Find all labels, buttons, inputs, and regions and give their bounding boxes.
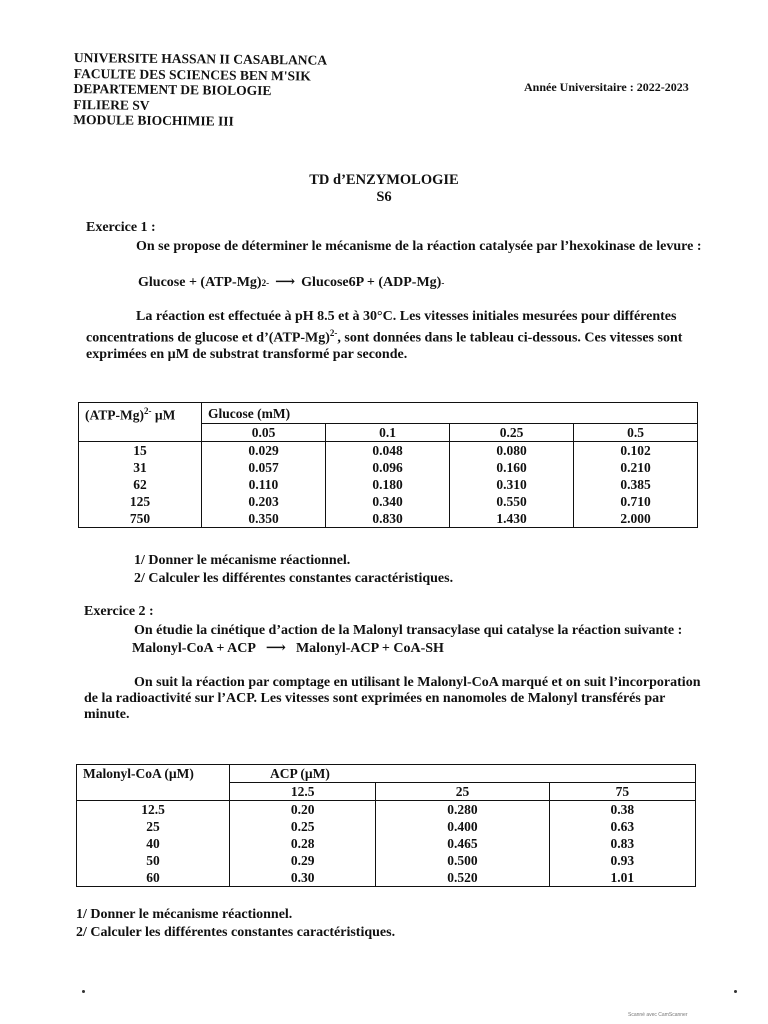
exercise-1-question-1: 1/ Donner le mécanisme réactionnel. bbox=[134, 553, 351, 568]
table-2-col: 25 bbox=[376, 783, 549, 801]
scan-speck bbox=[82, 990, 85, 993]
exercise-1-intro: On se propose de déterminer le mécanisme de la réaction catalysée par l’hexokinase de levure : bbox=[136, 238, 702, 254]
table-cell: 0.180 bbox=[326, 476, 450, 493]
table-cell: 0.210 bbox=[574, 459, 698, 476]
exercise-2-question-1: 1/ Donner le mécanisme réactionnel. bbox=[76, 907, 293, 922]
table-row bbox=[79, 510, 698, 528]
table-2-corner bbox=[77, 783, 230, 801]
table-cell: 0.080 bbox=[450, 442, 574, 460]
table-cell: 0.465 bbox=[376, 835, 549, 852]
table-cell: 0.350 bbox=[202, 510, 326, 528]
exercise-2-method: On suit la réaction par comptage en utilisant le Malonyl-CoA marqué et on suit l’incorporation de la radioactivité sur l’ACP. Les vitesses sont exprimées en nanomoles de Malonyl transférés par minute. bbox=[84, 675, 701, 722]
table-cell: 0.102 bbox=[574, 442, 698, 460]
reaction-arrow-icon: ⟶ bbox=[275, 274, 296, 290]
table-row-label: 750 bbox=[79, 510, 202, 528]
table-row-label: 40 bbox=[77, 835, 230, 852]
table-cell: 0.340 bbox=[326, 493, 450, 510]
title-main: TD d’ENZYMOLOGIE bbox=[309, 172, 459, 188]
table-row bbox=[79, 459, 698, 476]
table-row-label: 62 bbox=[79, 476, 202, 493]
exercise-1-heading: Exercice 1 : bbox=[86, 220, 156, 235]
scan-speck bbox=[734, 990, 737, 993]
table-cell: 0.385 bbox=[574, 476, 698, 493]
table-cell: 0.520 bbox=[376, 869, 549, 887]
table-cell: 0.28 bbox=[230, 835, 376, 852]
table-row-label: 50 bbox=[77, 852, 230, 869]
document-title bbox=[0, 172, 768, 206]
table-cell: 0.400 bbox=[376, 818, 549, 835]
table-cell: 0.310 bbox=[450, 476, 574, 493]
conditions-charge: 2- bbox=[329, 328, 338, 338]
table-1-col: 0.1 bbox=[326, 424, 450, 442]
table-cell: 1.01 bbox=[549, 869, 695, 887]
table-cell: 0.029 bbox=[202, 442, 326, 460]
table-row bbox=[77, 818, 696, 835]
table-row-label: 31 bbox=[79, 459, 202, 476]
table-row bbox=[77, 869, 696, 887]
table-row bbox=[79, 476, 698, 493]
table-cell: 0.057 bbox=[202, 459, 326, 476]
table-cell: 0.710 bbox=[574, 493, 698, 510]
table-2-col: 75 bbox=[549, 783, 695, 801]
table-cell: 0.160 bbox=[450, 459, 574, 476]
table-exercise-1 bbox=[78, 402, 698, 528]
exercise-1-question-2: 2/ Calculer les différentes constantes caractéristiques. bbox=[134, 571, 454, 586]
table-cell: 0.93 bbox=[549, 852, 695, 869]
table-1-col: 0.05 bbox=[202, 424, 326, 442]
table-1-row-header: $(ATP-Mg)^{2-}$ µM bbox=[79, 403, 202, 424]
exercise-1 bbox=[86, 220, 706, 363]
academic-year: Année Universitaire : 2022-2023 bbox=[524, 80, 689, 94]
exercise-1-conditions bbox=[86, 309, 706, 363]
table-cell: 0.30 bbox=[230, 869, 376, 887]
table-1-col: 0.5 bbox=[574, 424, 698, 442]
header-line-program: FILIERE SV bbox=[73, 96, 150, 113]
table-row-label: 25 bbox=[77, 818, 230, 835]
reaction-1-left: Glucose + (ATP-Mg) bbox=[138, 274, 262, 290]
table-1-col: 0.25 bbox=[450, 424, 574, 442]
header-line-module: MODULE BIOCHIMIE III bbox=[73, 111, 234, 129]
table-cell: 0.500 bbox=[376, 852, 549, 869]
exercise-2-reaction bbox=[132, 641, 706, 658]
table-cell: 0.830 bbox=[326, 510, 450, 528]
table-cell: 0.203 bbox=[202, 493, 326, 510]
table-row bbox=[77, 835, 696, 852]
exercise-1-reaction bbox=[138, 275, 706, 292]
header-line-department: DEPARTEMENT DE BIOLOGIE bbox=[73, 80, 272, 99]
reaction-2-left: Malonyl-CoA + ACP bbox=[132, 640, 256, 656]
table-cell: 0.25 bbox=[230, 818, 376, 835]
table-row bbox=[79, 493, 698, 510]
table-cell: 0.550 bbox=[450, 493, 574, 510]
institution-header bbox=[73, 50, 327, 130]
table-exercise-2 bbox=[76, 764, 696, 887]
reaction-1-right-charge: - bbox=[441, 277, 445, 288]
exercise-2-question-2: 2/ Calculer les différentes constantes caractéristiques. bbox=[76, 925, 396, 940]
table-cell: 0.29 bbox=[230, 852, 376, 869]
table-row bbox=[77, 801, 696, 819]
title-sub: S6 bbox=[376, 189, 392, 205]
table-row-label: 12.5 bbox=[77, 801, 230, 819]
table-row-label: 125 bbox=[79, 493, 202, 510]
header-line-university: UNIVERSITE HASSAN II CASABLANCA bbox=[73, 50, 328, 68]
table-2-col-header: ACP (µM) bbox=[230, 765, 696, 783]
table-cell: 0.280 bbox=[376, 801, 549, 819]
exercise-2 bbox=[84, 604, 706, 723]
table-1-col-header: Glucose (mM) bbox=[202, 403, 698, 424]
table-2-row-header: Malonyl-CoA (µM) bbox=[77, 765, 230, 783]
table-cell: 0.83 bbox=[549, 835, 695, 852]
table-row bbox=[79, 442, 698, 460]
table-cell: 2.000 bbox=[574, 510, 698, 528]
table-cell: 0.048 bbox=[326, 442, 450, 460]
exercise-2-heading: Exercice 2 : bbox=[84, 604, 154, 619]
table-cell: 0.20 bbox=[230, 801, 376, 819]
exercise-1-questions bbox=[134, 552, 453, 588]
exercise-2-questions bbox=[76, 906, 395, 942]
table-cell: 1.430 bbox=[450, 510, 574, 528]
reaction-1-right: Glucose6P + (ADP-Mg) bbox=[301, 274, 442, 290]
table-cell: 0.38 bbox=[549, 801, 695, 819]
header-line-faculty: FACULTE DES SCIENCES BEN M'SIK bbox=[73, 65, 311, 83]
table-1-corner bbox=[79, 424, 202, 442]
reaction-arrow-icon: ⟶ bbox=[265, 640, 286, 656]
conditions-text-b: , sont données dans le tableau ci-dessous. Ces vitesses sont exprimées en µM de substrat transformé par seconde. bbox=[86, 330, 683, 362]
table-row bbox=[77, 852, 696, 869]
reaction-1-left-charge: 2- bbox=[261, 277, 270, 288]
table-cell: 0.63 bbox=[549, 818, 695, 835]
table-2-col: 12.5 bbox=[230, 783, 376, 801]
scanner-watermark: Scanné avec CamScanner bbox=[628, 1012, 688, 1018]
reaction-2-right: Malonyl-ACP + CoA-SH bbox=[295, 640, 444, 656]
exercise-2-intro: On étudie la cinétique d’action de la Malonyl transacylase qui catalyse la réaction suivante : bbox=[134, 622, 683, 638]
table-row-label: 15 bbox=[79, 442, 202, 460]
conditions-text-a: La réaction est effectuée à pH 8.5 et à 30°C. Les vitesses initiales mesurées pour différentes concentrations de glucose et d’(ATP-Mg) bbox=[86, 309, 677, 346]
table-cell: 0.096 bbox=[326, 459, 450, 476]
table-cell: 0.110 bbox=[202, 476, 326, 493]
table-row-label: 60 bbox=[77, 869, 230, 887]
